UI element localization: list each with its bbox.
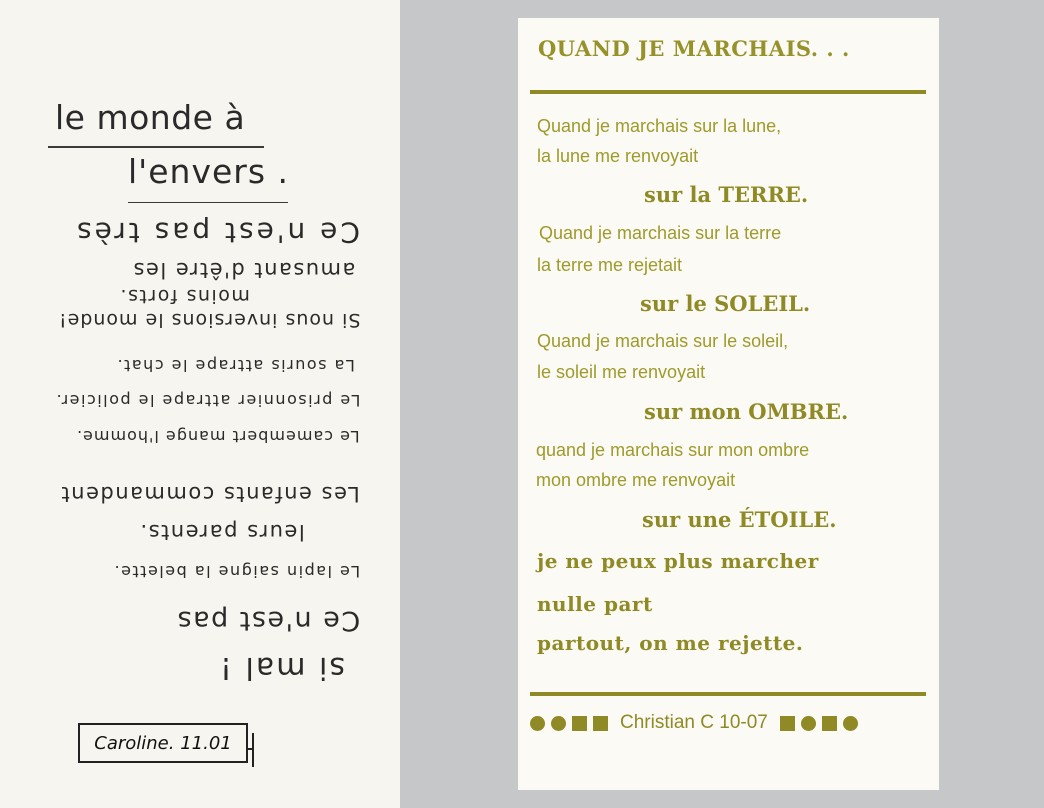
- signature-tick: [252, 733, 254, 767]
- poem-line: mon ombre me renvoyait: [536, 470, 736, 490]
- poem-line: Quand je marchais sur le soleil,: [537, 331, 789, 351]
- poem-title: QUAND JE MARCHAIS. . .: [538, 36, 850, 61]
- left-page: [0, 0, 400, 808]
- signature-tick: [246, 748, 254, 750]
- square-icon: [572, 716, 587, 731]
- poem-line: la terre me rejetait: [537, 255, 683, 275]
- signature-text: Caroline. 11.01: [94, 732, 232, 754]
- top-divider: [530, 90, 926, 94]
- poem-closing-line: partout, on me rejette.: [537, 631, 804, 655]
- square-icon: [822, 716, 837, 731]
- card-footer: [530, 712, 858, 734]
- upside-down-line: amusant d'être les: [131, 258, 355, 282]
- title-line-2: l'envers .: [128, 152, 290, 191]
- poem-emphasis: sur le SOLEIL.: [640, 291, 811, 316]
- upside-down-line: Les enfants commandent: [60, 482, 360, 506]
- poem-line: le soleil me renvoyait: [537, 362, 706, 382]
- poem-emphasis: sur mon OMBRE.: [644, 399, 849, 424]
- poem-closing-line: je ne peux plus marcher: [537, 549, 819, 573]
- upside-down-line: si mal !: [217, 650, 345, 685]
- poem-line: Quand je marchais sur la lune,: [537, 116, 782, 136]
- title-underline-2: [128, 202, 288, 203]
- circle-icon: [530, 716, 545, 731]
- square-icon: [780, 716, 795, 731]
- bottom-divider: [530, 692, 926, 696]
- signature-box: [78, 723, 248, 763]
- poem-line: quand je marchais sur mon ombre: [536, 440, 810, 460]
- poem-emphasis: sur une ÉTOILE.: [642, 507, 837, 532]
- upside-down-line: Ce n'est pas: [175, 605, 360, 636]
- upside-down-line: moins forts.: [119, 285, 250, 307]
- poem-line: la lune me renvoyait: [537, 146, 699, 166]
- upside-down-line: Si nous inversions le monde!: [57, 309, 360, 331]
- upside-down-line: La souris attrape le chat.: [116, 356, 355, 375]
- circle-icon: [551, 716, 566, 731]
- poem-emphasis: sur la TERRE.: [644, 182, 809, 207]
- square-icon: [593, 716, 608, 731]
- circle-icon: [801, 716, 816, 731]
- title-underline-1: [48, 146, 264, 148]
- title-line-1: le monde à: [55, 98, 246, 137]
- poem-line: Quand je marchais sur la terre: [539, 223, 782, 243]
- upside-down-line: Ce n'est pas très: [74, 216, 360, 249]
- upside-down-line: Le lapin saigne la belette.: [112, 562, 360, 581]
- circle-icon: [843, 716, 858, 731]
- author-credit: Christian C 10-07: [620, 712, 768, 733]
- upside-down-line: Le prisonnier attrape le policier.: [54, 391, 360, 410]
- upside-down-line: Le camembert mange l'homme.: [76, 427, 360, 446]
- upside-down-line: leurs parents.: [139, 520, 305, 544]
- poem-closing-line: nulle part: [537, 592, 653, 616]
- poem-card: [518, 18, 939, 790]
